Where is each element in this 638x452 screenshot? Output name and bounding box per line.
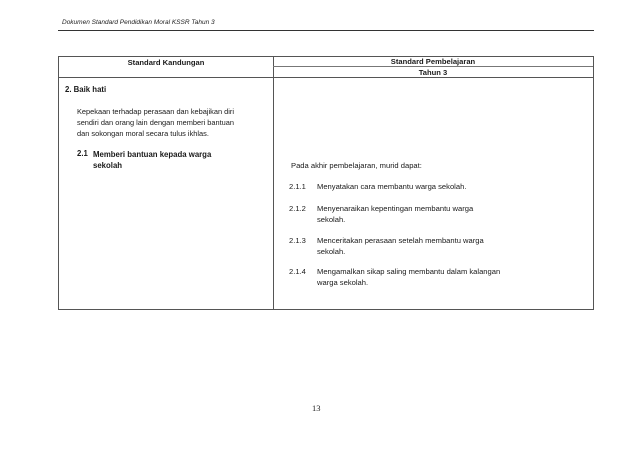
learning-item-code: 2.1.2 — [289, 204, 306, 213]
learning-item-text: Menyenaraikan kepentingan membantu warga sekolah. — [317, 204, 474, 224]
learning-item-text: Mengamalkan sikap saling membantu dalam kalangan warga sekolah. — [317, 267, 501, 287]
learning-item-code: 2.1.4 — [289, 267, 306, 276]
subsection-title: Memberi bantuan kepada warga sekolah — [93, 150, 212, 170]
learning-item-code: 2.1.3 — [289, 236, 306, 245]
section-description: Kepekaan terhadap perasaan dan kebajikan diri sendiri dan orang lain dengan memberi bantuan dan sokongan moral secara tulus ikhlas. — [77, 107, 234, 138]
learning-item-text: Menceritakan perasaan setelah membantu warga sekolah. — [317, 236, 484, 256]
subheader-divider — [273, 66, 593, 67]
learning-item-code: 2.1.1 — [289, 182, 306, 191]
learning-item-text: Menyatakan cara membantu warga sekolah. — [317, 182, 467, 191]
section-heading: 2. Baik hati — [65, 85, 107, 94]
header-row-divider — [59, 77, 593, 78]
column-header-standard-pembelajaran: Standard Pembelajaran — [390, 57, 476, 66]
document-header-title: Dokumen Standard Pendidikan Moral KSSR Tahun 3 — [62, 19, 215, 26]
column-divider — [273, 57, 274, 309]
column-subheader-tahun: Tahun 3 — [418, 68, 448, 77]
page-number: 13 — [312, 403, 321, 413]
header-divider — [58, 30, 594, 31]
learning-intro: Pada akhir pembelajaran, murid dapat: — [291, 161, 422, 170]
standards-table — [58, 56, 594, 310]
column-header-standard-kandungan: Standard Kandungan — [127, 58, 205, 67]
subsection-number: 2.1 — [77, 149, 88, 158]
